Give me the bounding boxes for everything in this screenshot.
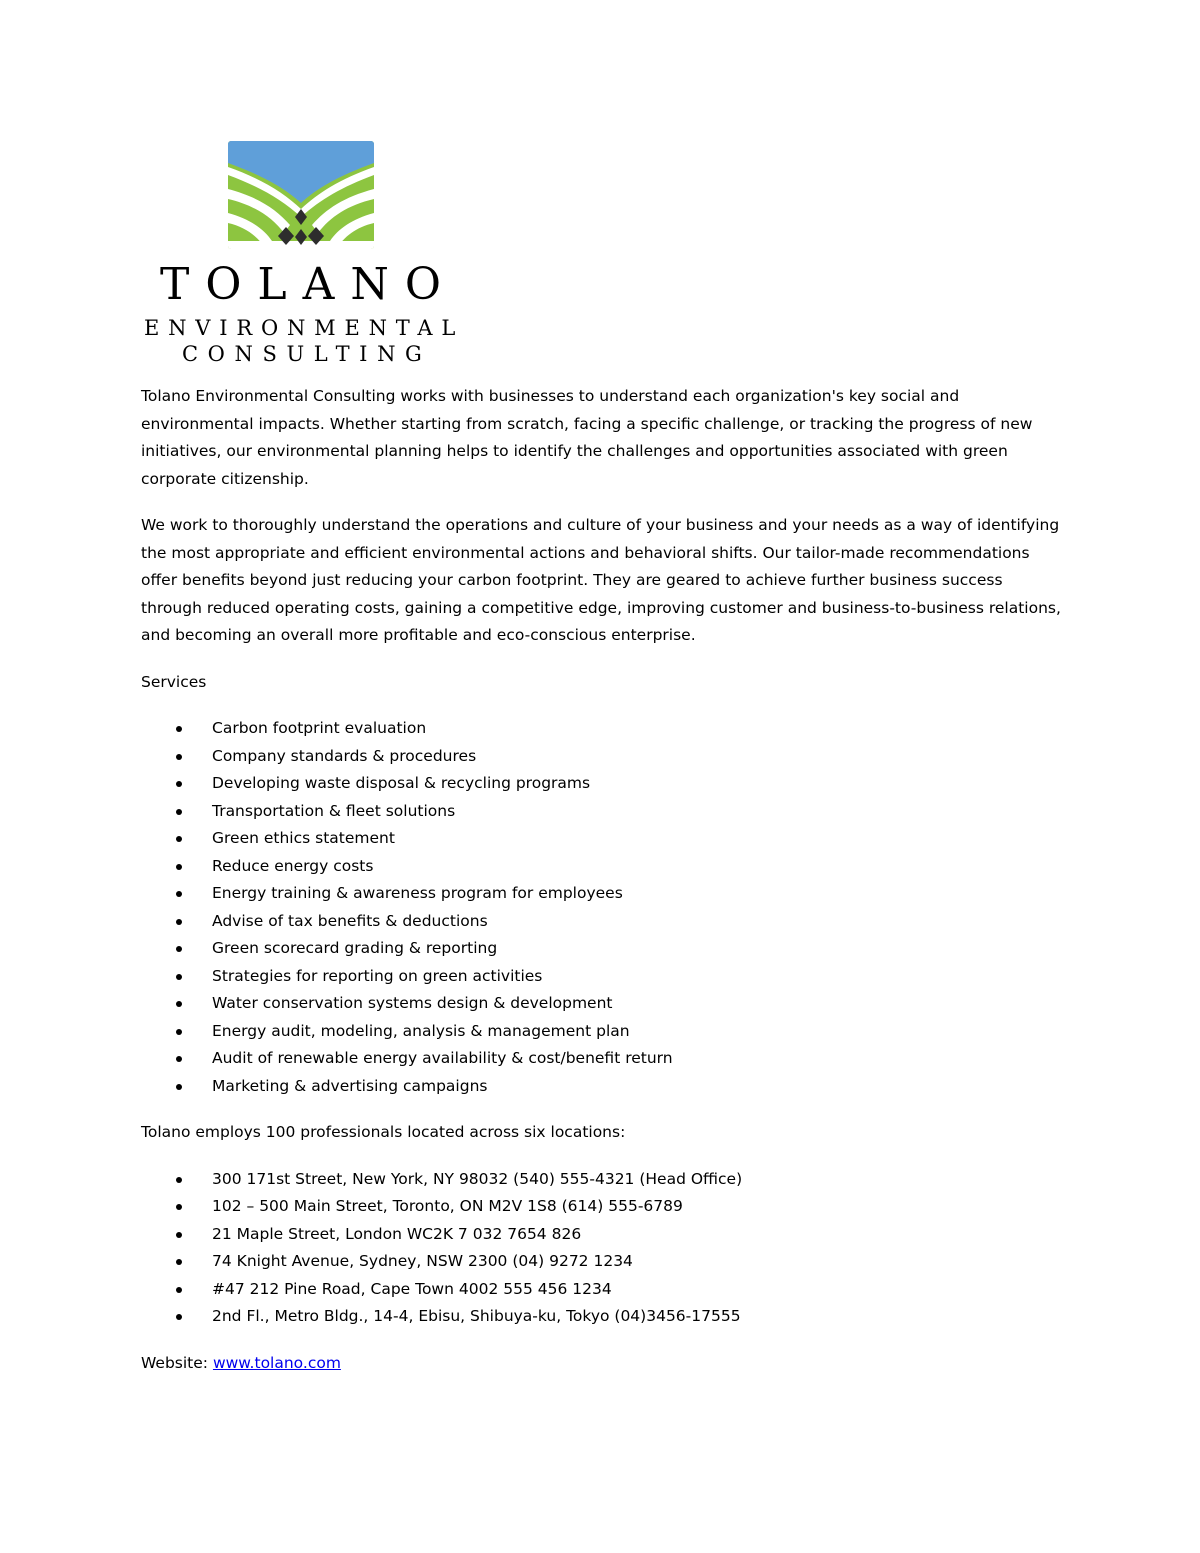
bullet-icon [176, 919, 182, 925]
services-heading: Services [141, 672, 207, 691]
list-item [141, 1221, 1061, 1249]
list-item [141, 1303, 1061, 1331]
bullet-icon [176, 781, 182, 787]
service-label: Green ethics statement [212, 829, 395, 847]
list-item [141, 990, 1061, 1018]
bullet-icon [176, 754, 182, 760]
list-item [141, 1018, 1061, 1046]
service-label: Energy training & awareness program for employees [212, 884, 623, 902]
service-label: Carbon footprint evaluation [212, 719, 427, 737]
bullet-icon [176, 1001, 182, 1007]
logo-subline-consulting: CONSULTING [182, 342, 432, 366]
location-address: 2nd Fl., Metro Bldg., 14-4, Ebisu, Shibuya-ku, Tokyo (04)3456-17555 [212, 1307, 741, 1325]
service-label: Company standards & procedures [212, 746, 477, 765]
bullet-icon [176, 726, 182, 732]
document-body [141, 383, 1061, 1377]
list-item [141, 715, 1061, 743]
bullet-icon [176, 1084, 182, 1090]
service-label: Water conservation systems design & development [212, 994, 613, 1012]
service-label: Reduce energy costs [212, 856, 374, 875]
list-item [141, 1166, 1061, 1194]
list-item [141, 935, 1061, 963]
bullet-icon [176, 1177, 182, 1183]
bullet-icon [176, 1287, 182, 1293]
bullet-icon [176, 836, 182, 842]
list-item [141, 1073, 1061, 1101]
location-address: 300 171st Street, New York, NY 98032 (540) 555-4321 (Head Office) [212, 1169, 743, 1188]
bullet-icon [176, 1259, 182, 1265]
service-label: Strategies for reporting on green activities [212, 966, 543, 985]
bullet-icon [176, 809, 182, 815]
location-address: 21 Maple Street, London WC2K 7 032 7654 826 [212, 1224, 582, 1243]
service-label: Green scorecard grading & reporting [212, 939, 498, 957]
list-item [141, 1276, 1061, 1304]
list-item [141, 1045, 1061, 1073]
service-label: Energy audit, modeling, analysis & management plan [212, 1021, 630, 1040]
logo-name: TOLANO [160, 259, 457, 310]
list-item [141, 880, 1061, 908]
intro-paragraph-2: We work to thoroughly understand the operations and culture of your business and your needs as a way of identifying the most appropriate and efficient environmental actions and behavioral shifts. Our tailor-made recommendations offer benefits beyond just reducing your carbon footprint. They are geared to achieve further business success through reduced operating costs, gaining a competitive edge, improving customer and business-to-business relations, and becoming an overall more profitable and eco-conscious enterprise. [141, 516, 1061, 644]
list-item [141, 825, 1061, 853]
list-item [141, 1193, 1061, 1221]
service-label: Transportation & fleet solutions [212, 801, 456, 820]
tolano-logo-mark [228, 141, 374, 249]
bullet-icon [176, 891, 182, 897]
bullet-icon [176, 1029, 182, 1035]
service-label: Advise of tax benefits & deductions [212, 911, 488, 930]
service-label: Audit of renewable energy availability & cost/benefit return [212, 1049, 673, 1067]
locations-list [141, 1166, 1061, 1331]
list-item [141, 908, 1061, 936]
bullet-icon [176, 1056, 182, 1062]
location-address: #47 212 Pine Road, Cape Town 4002 555 456 1234 [212, 1279, 612, 1298]
list-item [141, 963, 1061, 991]
list-item [141, 1248, 1061, 1276]
service-label: Marketing & advertising campaigns [212, 1076, 488, 1095]
website-line [141, 1350, 1061, 1378]
website-link[interactable]: www.tolano.com [212, 1353, 341, 1372]
services-list [141, 715, 1061, 1100]
list-item [141, 770, 1061, 798]
location-address: 74 Knight Avenue, Sydney, NSW 2300 (04) 9272 1234 [212, 1252, 633, 1270]
list-item [141, 743, 1061, 771]
service-label: Developing waste disposal & recycling programs [212, 774, 591, 792]
website-label: Website: [141, 1353, 209, 1372]
bullet-icon [176, 1232, 182, 1238]
bullet-icon [176, 974, 182, 980]
intro-paragraph-1: Tolano Environmental Consulting works with businesses to understand each organization's key social and environmental impacts. Whether starting from scratch, facing a specific challenge, or tracking the progress of new initiatives, our environmental planning helps to identify the challenges and opportunities associated with green corporate citizenship. [141, 387, 1033, 488]
logo-subline-environmental: ENVIRONMENTAL [144, 316, 465, 340]
list-item [141, 798, 1061, 826]
bullet-icon [176, 864, 182, 870]
bullet-icon [176, 946, 182, 952]
locations-heading: Tolano employs 100 professionals located across six locations: [141, 1123, 626, 1141]
list-item [141, 853, 1061, 881]
bullet-icon [176, 1204, 182, 1210]
bullet-icon [176, 1314, 182, 1320]
location-address: 102 – 500 Main Street, Toronto, ON M2V 1S8 (614) 555-6789 [212, 1197, 683, 1215]
